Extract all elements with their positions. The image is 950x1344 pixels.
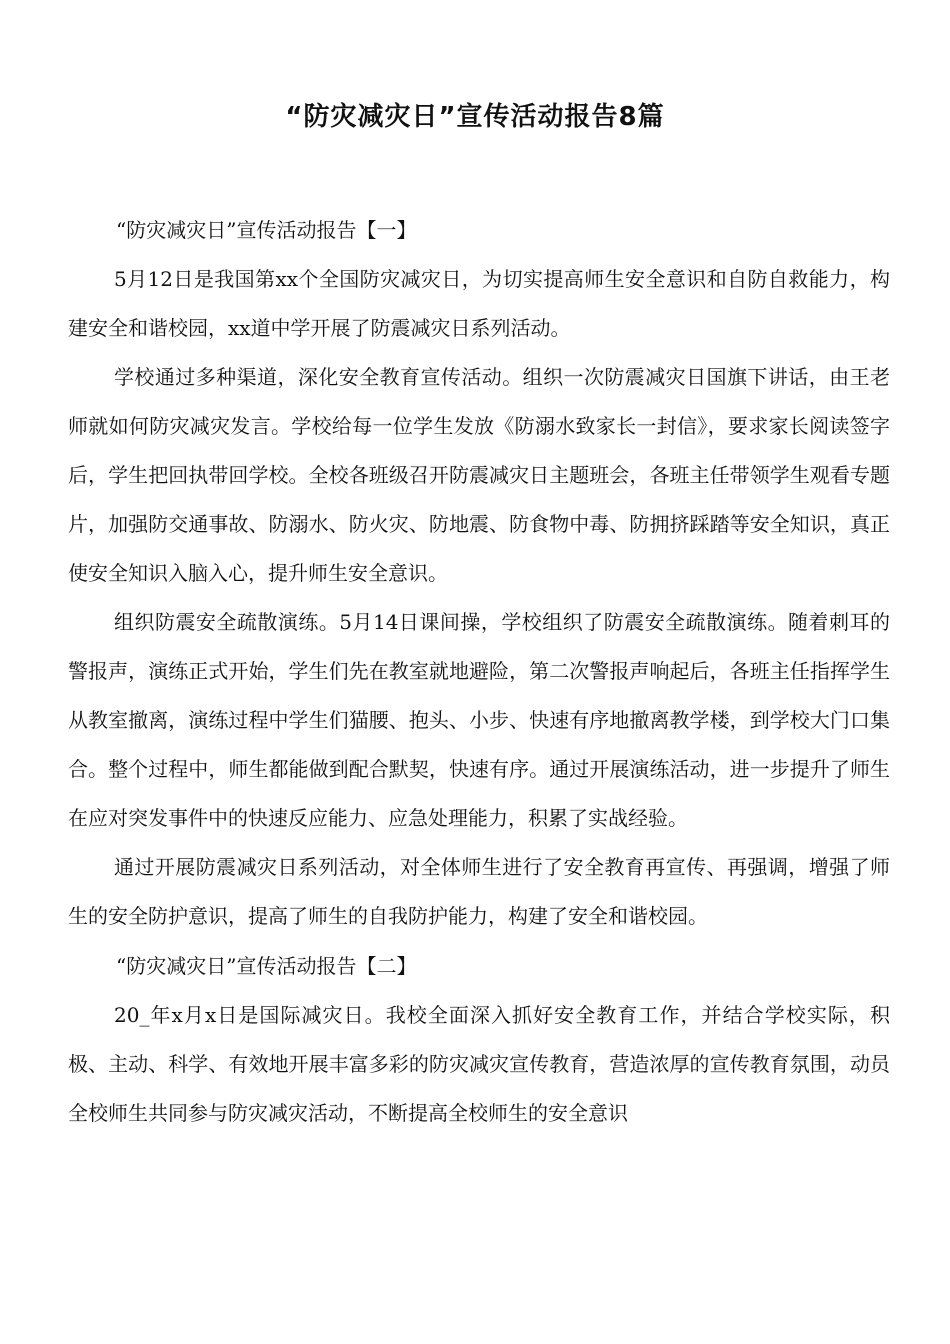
document-body: [68, 205, 890, 1138]
paragraph: 5月12日是我国第xx个全国防灾减灾日，为切实提高师生安全意识和自防自救能力，构建安全和谐校园，xx道中学开展了防震减灾日系列活动。: [68, 267, 890, 340]
paragraph: 通过开展防震减灾日系列活动，对全体师生进行了安全教育再宣传、再强调，增强了师生的安全防护意识，提高了师生的自我防护能力，构建了安全和谐校园。: [68, 855, 890, 928]
paragraph: 20_年x月x日是国际减灾日。我校全面深入抓好安全教育工作，并结合学校实际，积极、主动、科学、有效地开展丰富多彩的防灾减灾宣传教育，营造浓厚的宣传教育氛围，动员全校师生共同参与防灾减灾活动，不断提高全校师生的安全意识: [68, 1003, 890, 1125]
section-heading-1: “防灾减灾日”宣传活动报告【一】: [116, 218, 417, 242]
paragraph: 学校通过多种渠道，深化安全教育宣传活动。组织一次防震减灾日国旗下讲话，由王老师就如何防灾减灾发言。学校给每一位学生发放《防溺水致家长一封信》，要求家长阅读签字后，学生把回执带回学校。全校各班级召开防震减灾日主题班会，各班主任带领学生观看专题片，加强防交通事故、防溺水、防火灾、防地震、防食物中毒、防拥挤踩踏等安全知识，真正使安全知识入脑入心，提升师生安全意识。: [68, 365, 890, 585]
paragraph: 组织防震安全疏散演练。5月14日课间操，学校组织了防震安全疏散演练。随着刺耳的警报声，演练正式开始，学生们先在教室就地避险，第二次警报声响起后，各班主任指挥学生从教室撤离，演练过程中学生们猫腰、抱头、小步、快速有序地撤离教学楼，到学校大门口集合。整个过程中，师生都能做到配合默契，快速有序。通过开展演练活动，进一步提升了师生在应对突发事件中的快速反应能力、应急处理能力，积累了实战经验。: [68, 610, 890, 830]
section-heading-2: “防灾减灾日”宣传活动报告【二】: [116, 954, 417, 978]
document-title: “防灾减灾日”宣传活动报告8篇: [285, 102, 665, 132]
